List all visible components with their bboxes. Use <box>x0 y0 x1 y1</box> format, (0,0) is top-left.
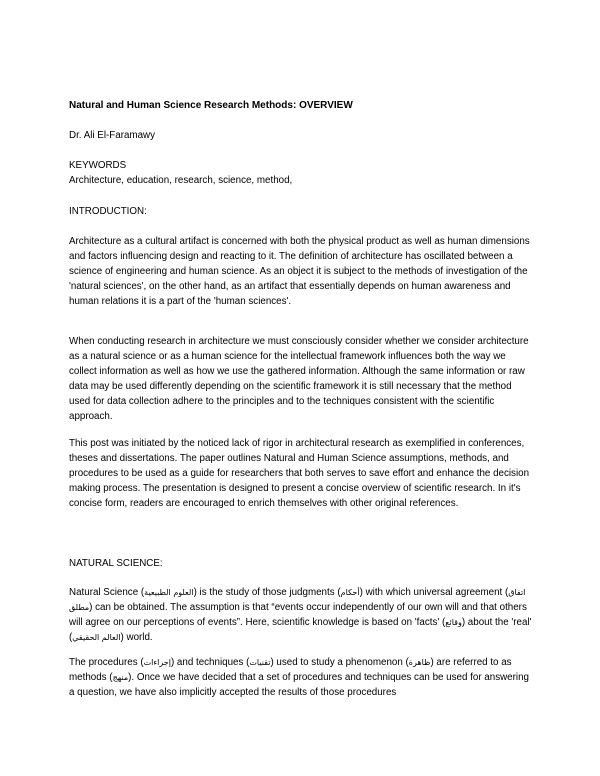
natural-science-paragraph-1: Natural Science (العلوم الطبيعية) is the study of those judgments (أحكام) with which universal agreement (اتفاق مطلق) can be obtained. The assumption is that “events occur independently of our own will and that others will agree on our perceptions of events”. Here, scientific knowledge is based on 'facts' (وقائع) about the 'real' (العالم الحقيقي) world. <box>69 587 532 643</box>
keywords-list: Architecture, education, research, science, method, <box>69 175 293 186</box>
natural-science-paragraph-2: The procedures (إجراءات) and techniques (تقنيات) used to study a phenomenon (ظاهرة) are referred to as methods (منهج). Once we have decided that a set of procedures and techniques can be used for answering a question, we have also implicitly accepted the results of those procedures <box>69 657 529 698</box>
author-name: Dr. Ali El-Faramawy <box>69 130 156 141</box>
intro-paragraph-3: This post was initiated by the noticed lack of rigor in architectural research as exemplified in conferences, theses and dissertations. The paper outlines Natural and Human Science assumptions, methods, and procedures to be used as a guide for researchers that both serves to save effort and enhance the decision making process. The presentation is designed to present a concise overview of scientific research. In it's concise form, readers are encouraged to enrich themselves with other original references. <box>69 438 530 509</box>
document-title: Natural and Human Science Research Methods: OVERVIEW <box>69 100 353 111</box>
keywords-heading: KEYWORDS <box>69 160 127 171</box>
natural-science-heading: NATURAL SCIENCE: <box>69 558 163 569</box>
introduction-heading: INTRODUCTION: <box>69 206 147 217</box>
intro-paragraph-1: Architecture as a cultural artifact is concerned with both the physical product as well as human dimensions and factors influencing design and reacting to it. The definition of architecture has oscillated between a science of engineering and human science. As an object it is subject to the methods of investigation of the 'natural sciences', on the other hand, as an artifact that essentially depends on human awareness and human relations it is a part of the 'human sciences'. <box>69 236 530 307</box>
intro-paragraph-2: When conducting research in architecture we must consciously consider whether we consider architecture as a natural science or as a human science for the intellectual framework influences both the way we collect information as well as how we use the gathered information. Although the same information or raw data may be used differently depending on the scientific framework it is still necessary that the method used for data collection adhere to the principles and to the techniques consistent with the scientific approach. <box>69 336 529 422</box>
